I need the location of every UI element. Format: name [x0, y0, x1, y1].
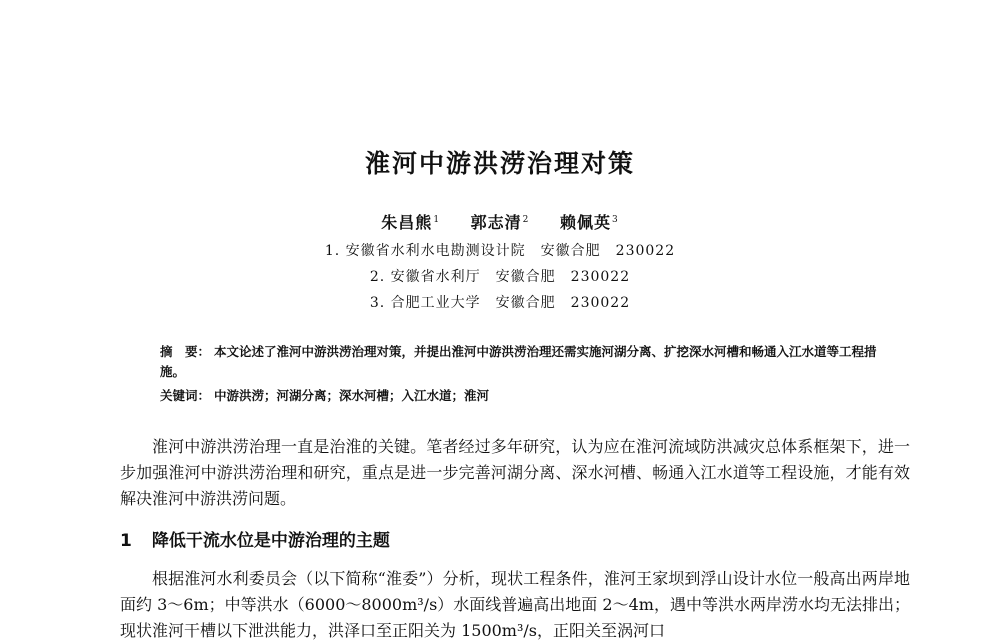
affiliation-3: 3. 合肥工业大学 安徽合肥 230022: [369, 295, 631, 311]
abstract-label: 摘 要：: [160, 344, 211, 359]
section-title: 降低干流水位是中游治理的主题: [151, 531, 390, 551]
abstract: [160, 342, 880, 382]
intro-paragraph: 淮河中游洪涝治理一直是治淮的关键。笔者经过多年研究，认为应在淮河流域防洪减灾总体系框架下，进一步加强淮河中游洪涝治理和研究，重点是进一步完善河湖分离、深水河槽、畅通入江水道等工程设施，才能有效解决淮河中游洪涝问题。: [120, 437, 910, 508]
keywords-label: 关键词：: [160, 388, 211, 403]
author-1: [381, 213, 440, 232]
author-list: [0, 210, 1000, 233]
paper-title: 淮河中游洪涝治理对策: [364, 149, 635, 178]
section-heading: [120, 526, 390, 551]
affiliation-mark: 3: [611, 214, 619, 225]
affiliation-mark: 1: [433, 214, 441, 225]
author-name: 郭志清: [470, 213, 522, 232]
author-2: [471, 213, 530, 232]
author-3: [560, 213, 619, 232]
affiliation-1: 1. 安徽省水利水电勘测设计院 安徽合肥 230022: [324, 243, 676, 259]
keywords: [160, 386, 880, 406]
affiliation-2: 2. 安徽省水利厅 安徽合肥 230022: [369, 269, 631, 285]
section-paragraph: 根据淮河水利委员会（以下简称“淮委”）分析，现状工程条件，淮河王家坝到浮山设计水位一般高出两岸地面约 3～6m；中等洪水（6000～8000m³/s）水面线普遍高出地面 2～4m，遇中等洪水两岸涝水均无法排出；现状淮河干槽以下泄洪能力，洪泽口至正阳关为 1500m³/s，正阳关至涡河口: [120, 569, 910, 640]
author-name: 朱昌熊: [381, 213, 433, 232]
keywords-text: 中游洪涝；河湖分离；深水河槽；入江水道；淮河: [214, 388, 490, 403]
author-name: 赖佩英: [559, 213, 611, 232]
abstract-text: 本文论述了淮河中游洪涝治理对策，并提出淮河中游洪涝治理还需实施河湖分离、扩挖深水河槽和畅通入江水道等工程措施。: [160, 344, 877, 379]
affiliation-mark: 2: [522, 214, 530, 225]
section-number: 1: [120, 531, 132, 551]
